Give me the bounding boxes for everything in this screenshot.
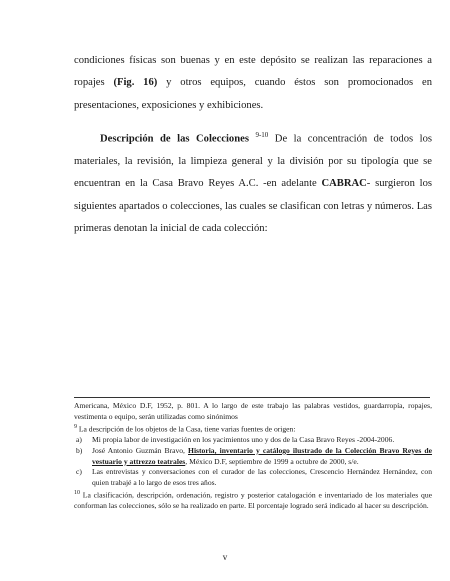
footnote-10 xyxy=(74,488,432,512)
source-text: José Antonio Guzmán Bravo, Historia, inventario y catálogo ilustrado de la Colección Bravo Reyes de vestuario y attrezzo teatrales, México D.F, septiembre de 1999 a octubre de 2000, s/e. xyxy=(92,445,433,466)
footnote-9 xyxy=(74,422,432,435)
section-heading: Descripción de las Colecciones xyxy=(100,133,249,145)
source-label: c) xyxy=(76,467,82,477)
footnotes xyxy=(74,401,432,512)
cabrac-acronym: CABRAC xyxy=(321,178,367,190)
page-number: v xyxy=(222,552,228,562)
footnote-10-text: La clasificación, descripción, ordenación, registro y posterior catalogación e inventariado de los materiales que conforman las colecciones, sólo se ha realizado en parte. El porcentaje logrado será indicado al hacer su descripción. xyxy=(74,490,432,511)
source-item-b xyxy=(74,446,432,467)
source-text: Mi propia labor de investigación en los yacimientos uno y dos de la Casa Bravo Reyes -2004-2006. xyxy=(92,435,395,445)
footnote-refs: 9-10 xyxy=(255,131,269,139)
body-paragraph-2 xyxy=(74,124,432,241)
footnote-9-mark: 9 xyxy=(74,424,77,431)
footnote-9-text: La descripción de los objetos de la Casa, tiene varias fuentes de origen: xyxy=(77,424,296,434)
source-label: a) xyxy=(76,435,82,445)
footnote-continued: Americana, México D.F, 1952, p. 801. A lo largo de este trabajo las palabras vestidos, guardarropía, ropajes, vestimenta o equipo, serán utilizadas como sinónimos xyxy=(74,401,432,421)
para2-text-b: - surgieron los siguientes apartados o colecciones, las cuales se clasifican con letras y números. Las primeras denotan la inicial de cada colección: xyxy=(74,178,433,235)
source-label: b) xyxy=(76,445,83,455)
source-text: Las entrevistas y conversaciones con el curador de las colecciones, Crescencio Hernández Hernández, con quien trabajé a lo largo de esos tres años. xyxy=(92,467,432,487)
body-paragraph-1 xyxy=(74,50,432,117)
source-item-a xyxy=(74,435,432,446)
source-title: Historia, inventario y catálogo ilustrado de la Colección Bravo Reyes de vestuario y attrezzo teatrales xyxy=(92,445,433,466)
para1-text-a: condiciones físicas son buenas y en este depósito se realizan las reparaciones a ropajes xyxy=(74,55,432,89)
footnote-10-mark: 10 xyxy=(74,490,80,497)
footnote-separator xyxy=(74,397,430,398)
figure-reference: (Fig. 16) xyxy=(113,77,158,89)
para1-text-b: y otros equipos, cuando éstos son promocionados en presentaciones, exposiciones y exhibiciones. xyxy=(74,77,432,111)
source-item-c xyxy=(74,467,432,488)
para2-text-a: De la concentración de todos los materiales, la revisión, la limpieza general y la división por su tipología que se encuentran en la Casa Bravo Reyes A.C. -en adelante xyxy=(74,133,432,190)
